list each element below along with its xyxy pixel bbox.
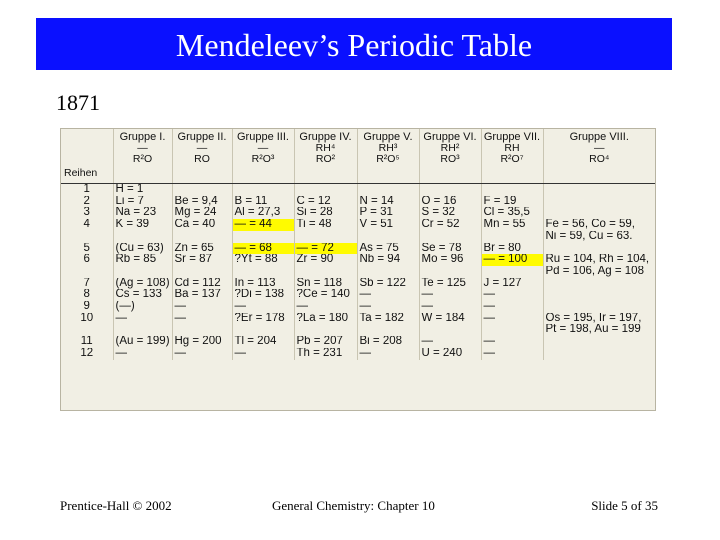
row-number: [61, 231, 113, 243]
row-number: 5: [83, 242, 90, 254]
element-cell: —: [113, 348, 172, 360]
element-cell: [543, 301, 655, 313]
group-hydride: RH⁴: [315, 142, 336, 154]
table-row: [61, 219, 655, 231]
row-number: 8: [83, 289, 90, 301]
element-cell: Fe = 56, Co = 59,: [543, 219, 655, 231]
footer-slide-number: Slide 5 of 35: [591, 498, 658, 513]
element-cell: Si = 28: [294, 207, 357, 219]
element-cell: C = 12: [294, 196, 357, 208]
slide-title: Mendeleev’s Periodic Table: [36, 18, 672, 70]
group-header: [113, 129, 172, 184]
element-cell: Mn = 55: [481, 219, 543, 231]
row-number: 12: [80, 347, 94, 359]
element-cell: [113, 266, 172, 278]
element-cell: Zr = 90: [294, 254, 357, 266]
group-name: Gruppe VIII.: [569, 131, 629, 143]
group-oxide: RO⁴: [589, 153, 610, 165]
table-row: [61, 231, 655, 243]
element-cell: Cr = 52: [419, 219, 481, 231]
element-cell: —: [357, 301, 419, 313]
element-cell: —: [294, 301, 357, 313]
row-number: 11: [80, 336, 93, 348]
element-cell: [543, 348, 655, 360]
group-hydride: —: [257, 142, 269, 154]
element-cell: [543, 184, 655, 196]
element-cell: Be = 9,4: [172, 196, 232, 208]
row-number: 9: [83, 301, 90, 313]
element-cell: [543, 278, 655, 290]
element-cell: Ti = 48: [294, 219, 357, 231]
element-cell: [172, 266, 232, 278]
element-cell: ?Er = 178: [232, 313, 294, 325]
element-cell: Ta = 182: [357, 313, 419, 325]
element-cell: [294, 184, 357, 196]
group-header: [481, 129, 543, 184]
table-row: [61, 313, 655, 325]
group-oxide: R²O³: [251, 153, 275, 165]
element-cell: ?Ce = 140: [294, 289, 357, 301]
element-cell: Ba = 137: [172, 289, 232, 301]
year-label: 1871: [56, 90, 100, 115]
element-cell: [543, 207, 655, 219]
element-cell: Li = 7: [113, 196, 172, 208]
group-oxide: R²O⁷: [500, 153, 524, 165]
element-cell: Na = 23: [113, 207, 172, 219]
element-cell: (Cu = 63): [113, 243, 172, 255]
row-number: 2: [83, 195, 90, 207]
footer-chapter: General Chemistry: Chapter 10: [272, 498, 435, 513]
predicted-element-cell: — = 68: [232, 243, 294, 255]
element-cell: Os = 195, Ir = 197,: [543, 313, 655, 325]
element-cell: —: [481, 336, 543, 348]
element-cell: Se = 78: [419, 243, 481, 255]
element-cell: Pd = 106, Ag = 108: [543, 266, 655, 278]
row-number: [61, 266, 113, 278]
element-cell: Hg = 200: [172, 336, 232, 348]
element-cell: W = 184: [419, 313, 481, 325]
element-cell: [481, 266, 543, 278]
predicted-element-cell: — = 44: [232, 219, 294, 231]
element-cell: (—): [113, 301, 172, 313]
element-cell: —: [481, 289, 543, 301]
group-header: [543, 129, 655, 184]
element-cell: Cl = 35,5: [481, 207, 543, 219]
element-cell: —: [419, 301, 481, 313]
element-cell: J = 127: [481, 278, 543, 290]
group-hydride: RH²: [440, 142, 460, 154]
element-cell: H = 1: [113, 184, 172, 196]
table-row: [61, 266, 655, 278]
element-cell: P = 31: [357, 207, 419, 219]
element-cell: —: [172, 313, 232, 325]
group-hydride: RH³: [378, 142, 398, 154]
element-cell: As = 75: [357, 243, 419, 255]
element-cell: N = 14: [357, 196, 419, 208]
element-cell: Mo = 96: [419, 254, 481, 266]
element-cell: —: [113, 313, 172, 325]
table-row: [61, 348, 655, 360]
group-oxide: RO: [194, 153, 210, 165]
group-oxide: R²O: [132, 153, 153, 165]
element-cell: Rb = 85: [113, 254, 172, 266]
row-number: 6: [83, 254, 90, 266]
element-cell: [357, 184, 419, 196]
element-cell: Sn = 118: [294, 278, 357, 290]
table-row: [61, 324, 655, 336]
group-header-row: [61, 129, 655, 184]
element-cell: ?Yt = 88: [232, 254, 294, 266]
element-cell: [294, 324, 357, 336]
element-cell: [543, 196, 655, 208]
row-number: 7: [83, 277, 90, 289]
element-cell: Pt = 198, Au = 199: [543, 324, 655, 336]
table-row: [61, 301, 655, 313]
footer-publisher: Prentice-Hall © 2002: [60, 498, 172, 513]
element-cell: [543, 243, 655, 255]
element-cell: (Au = 199): [113, 336, 172, 348]
table-row: [61, 254, 655, 266]
element-cell: [357, 231, 419, 243]
group-name: Gruppe I.: [119, 131, 166, 143]
periodic-table-image: [60, 128, 656, 411]
element-cell: Cd = 112: [172, 278, 232, 290]
element-cell: [232, 231, 294, 243]
element-cell: —: [419, 336, 481, 348]
table-row: [61, 289, 655, 301]
table-body: [61, 184, 655, 360]
element-cell: [172, 231, 232, 243]
element-cell: Cs = 133: [113, 289, 172, 301]
element-cell: Br = 80: [481, 243, 543, 255]
group-name: Gruppe V.: [363, 131, 413, 143]
table-row: [61, 196, 655, 208]
row-number: [61, 324, 113, 336]
element-cell: [294, 266, 357, 278]
group-hydride: —: [196, 142, 208, 154]
row-number: 10: [80, 312, 94, 324]
element-cell: [419, 324, 481, 336]
element-cell: Te = 125: [419, 278, 481, 290]
element-cell: [481, 231, 543, 243]
element-cell: [232, 324, 294, 336]
element-cell: In = 113: [232, 278, 294, 290]
element-cell: [481, 184, 543, 196]
element-cell: [172, 184, 232, 196]
element-cell: Mg = 24: [172, 207, 232, 219]
element-cell: —: [481, 348, 543, 360]
element-cell: —: [232, 348, 294, 360]
table-row: [61, 336, 655, 348]
periodic-table: [61, 129, 655, 360]
element-cell: U = 240: [419, 348, 481, 360]
element-cell: ?Di = 138: [232, 289, 294, 301]
row-number: 1: [83, 183, 90, 195]
group-header: [172, 129, 232, 184]
element-cell: —: [172, 301, 232, 313]
element-cell: Th = 231: [294, 348, 357, 360]
element-cell: Pb = 207: [294, 336, 357, 348]
element-cell: [232, 266, 294, 278]
element-cell: [543, 336, 655, 348]
group-oxide: RO²: [315, 153, 336, 165]
element-cell: (Ag = 108): [113, 278, 172, 290]
element-cell: ?La = 180: [294, 313, 357, 325]
predicted-element-cell: — = 72: [294, 243, 357, 255]
group-oxide: RO³: [440, 153, 460, 165]
table-row: [61, 184, 655, 196]
element-cell: Ni = 59, Cu = 63.: [543, 231, 655, 243]
element-cell: Sb = 122: [357, 278, 419, 290]
element-cell: —: [419, 289, 481, 301]
element-cell: [113, 231, 172, 243]
group-name: Gruppe VI.: [423, 131, 477, 143]
element-cell: Al = 27,3: [232, 207, 294, 219]
element-cell: —: [357, 289, 419, 301]
element-cell: Nb = 94: [357, 254, 419, 266]
element-cell: —: [232, 301, 294, 313]
element-cell: [172, 324, 232, 336]
group-header: [357, 129, 419, 184]
group-hydride: RH: [504, 142, 520, 154]
group-oxide: R²O⁵: [376, 153, 400, 165]
element-cell: [357, 266, 419, 278]
row-header: Reihen: [61, 129, 113, 184]
element-cell: F = 19: [481, 196, 543, 208]
element-cell: —: [357, 348, 419, 360]
element-cell: Zn = 65: [172, 243, 232, 255]
element-cell: [419, 231, 481, 243]
element-cell: —: [172, 348, 232, 360]
group-header: [419, 129, 481, 184]
element-cell: —: [481, 301, 543, 313]
element-cell: [294, 231, 357, 243]
element-cell: [481, 324, 543, 336]
element-cell: Ca = 40: [172, 219, 232, 231]
table-row: [61, 207, 655, 219]
group-hydride: —: [137, 142, 148, 154]
element-cell: Tl = 204: [232, 336, 294, 348]
element-cell: [419, 266, 481, 278]
element-cell: K = 39: [113, 219, 172, 231]
element-cell: [113, 324, 172, 336]
table-row: [61, 243, 655, 255]
group-header: [232, 129, 294, 184]
predicted-element-cell: — = 100: [481, 254, 543, 266]
element-cell: [419, 184, 481, 196]
group-name: Gruppe II.: [177, 131, 227, 143]
element-cell: —: [481, 313, 543, 325]
group-hydride: —: [594, 142, 605, 154]
element-cell: [232, 184, 294, 196]
group-header: [294, 129, 357, 184]
element-cell: Sr = 87: [172, 254, 232, 266]
element-cell: B = 11: [232, 196, 294, 208]
element-cell: Ru = 104, Rh = 104,: [543, 254, 655, 266]
element-cell: O = 16: [419, 196, 481, 208]
element-cell: Bi = 208: [357, 336, 419, 348]
row-number: 3: [83, 207, 90, 219]
element-cell: [543, 289, 655, 301]
group-name: Gruppe VII.: [483, 131, 541, 143]
row-number: 4: [83, 219, 90, 231]
element-cell: V = 51: [357, 219, 419, 231]
group-name: Gruppe IV.: [299, 131, 352, 143]
table-row: [61, 278, 655, 290]
element-cell: [357, 324, 419, 336]
group-name: Gruppe III.: [237, 131, 289, 143]
element-cell: S = 32: [419, 207, 481, 219]
